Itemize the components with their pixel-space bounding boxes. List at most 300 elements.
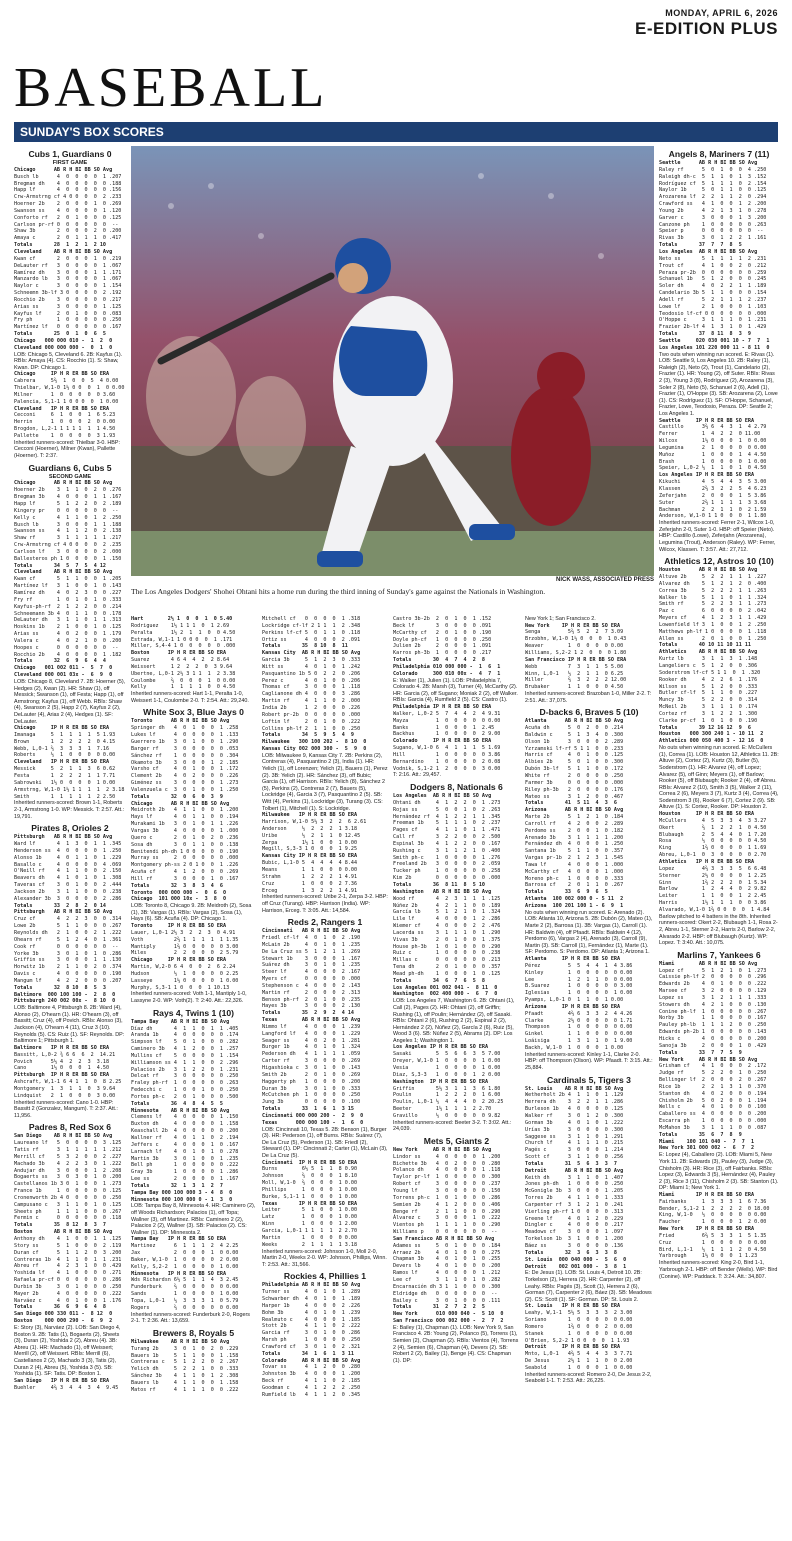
photo-caption: The Los Angeles Dodgers' Shohei Ohtani hits a home run during the third inning of Sunday's game against the Nationals in Washington.	[131, 587, 546, 596]
stat-header-line: Totals 25 0 1 0 6 5	[14, 331, 107, 338]
stat-header-line: Seattle 020 030 001 10 - 7 7 1	[659, 337, 770, 344]
stat-line: Crawford ss 4 1 0 0 1 2 .200	[659, 201, 767, 208]
stat-line: Garcia rf 3 0 1 0 0 .286	[262, 1330, 361, 1337]
game-notes: No outs when winning run scored. E: McCullers (1), Correa (1). LOB: Houston 12, Athletics 11. 2B: Altuve (2), Cortez (2), Kurtz (3), Butler (5), Soderstrom (1). HR: Alvarez (4), off Lopez; Alvarez (5), off Ginn; Meyers (1), off Barlow; Rooker (5), off Blubaugh; Rooker 2 (4), off Abreu. RBIs: Alvarez 2 (10), Smith 3 (5), Walker 2 (11), Correa 2 (6), Meyers 3 (7), Kurtz 3 (4), Correa (4), Soderstrom 3 (6), Rooker 6 (7), Cortez 2 (9). SB: Altuve (1). S: Cortez, Rooker. DP: Houston 2.	[659, 745, 779, 811]
stat-header-line: St. Louis AB R H BI BB SO Avg	[525, 1085, 624, 1092]
stat-header-line: New York AB R H BI BB SO Avg	[659, 1056, 758, 1063]
stat-line: Thomas cf 3 0 0 0 1 .118	[262, 684, 361, 691]
stat-line: Mantiply 1⅔ 0 0 0 0 0 3.00	[131, 943, 239, 950]
stat-line: Hudson ⅓ 1 0 0 0 0 2.25	[131, 970, 239, 977]
stat-line: Jung 3b 0 0 0 0 0 .100	[262, 1099, 361, 1106]
stat-line: Harris 1⅓ 1 1 1 0 0 3.86	[659, 900, 767, 907]
stat-line: Pagés c 3 0 0 0 1 .214	[525, 1147, 624, 1154]
stat-line: Altuve 2b 5 2 2 1 1 1 .227	[659, 574, 767, 581]
stat-header-line: Atlanta 100 002 000 0 - 5 11 2	[525, 896, 624, 903]
stat-header-line: Hart 2⅓ 1 0 0 1 0 5.40	[131, 616, 233, 622]
stat-line: Young 2b 4 2 1 3 1 0 .278	[659, 207, 767, 214]
stat-header-line: Toronto IP H R ER BB SO ERA	[131, 923, 227, 930]
stat-line: Yzrzamski lf-rf 5 1 1 0 0 .233	[525, 745, 624, 752]
stat-line: Gray 3b 1 0 0 0 0 1 .286	[131, 1169, 239, 1176]
stat-line: Martinez 6 1 1 1 2 4 2.25	[131, 1243, 239, 1250]
stat-line: India 2b 1 2 0 0 0 .226	[262, 704, 361, 711]
game-headline: Cubs 1, Guardians 0	[28, 149, 112, 159]
stat-header-line: Chicago IP H R ER BB SO ERA	[131, 957, 227, 964]
stat-header-line: Toronto 000 000 000 - 0 6 0	[131, 889, 227, 896]
stat-line: Moreno ph-c 1 0 0 0 0 .333	[525, 875, 624, 882]
game-notes: New York 1; San Francisco 2.	[525, 616, 596, 622]
stat-header-line: Totals 33 2 8 2 0 14	[14, 902, 107, 909]
stat-line: Martin, W,2-0 6 4 0 0 2 6 2.24	[131, 964, 236, 971]
stat-line: Voth 2⅔ 1 1 1 1 1 1.35	[131, 936, 239, 943]
stat-line: Jones ph-dh 1 0 0 0 0 .250	[525, 1181, 624, 1188]
stat-line: Busch lb 3 0 0 0 1 1 .188	[14, 521, 122, 528]
game-headline: Guardians 6, Cubs 5	[28, 462, 112, 473]
stat-line: Stewart 1b 3 0 0 0 1 .167	[262, 955, 361, 962]
stat-line: Bernardino 1 0 0 0 0 2 0.08	[393, 758, 501, 765]
edition-label: E-EDITION PLUS	[634, 19, 778, 38]
stat-line: Taylor pr-lf 1 0 0 0 0 0 .300	[393, 1174, 501, 1181]
stat-line: Torres 2b 4 1 1 0 1 .333	[525, 1195, 624, 1202]
stat-line: Tena dh 2 0 1 0 0 0 .357	[393, 964, 501, 971]
stat-line: Lowe 2b 5 1 1 0 0 0 .267	[14, 923, 122, 930]
stat-line: Canzone ph 1 0 0 0 0 0 .263	[659, 221, 767, 228]
stat-line: Caballero ss 4 0 0 0 0 0 .200	[659, 1111, 767, 1118]
stat-line: Imanaga 5 1 1 1 1 5 1.93	[14, 731, 116, 738]
stat-line: Ramos lf 4 0 0 0 0 1 .212	[393, 1270, 501, 1277]
stat-header-line: Totals 36 8 11 8 5 10	[393, 881, 486, 888]
stat-line: Vesia 1 0 0 0 0 1 0.00	[393, 1065, 501, 1071]
game-notes: Inherited runners-scored: Thielbar 3-0. HBP: Cecconi (Hoerner), Milner (Kwan), Pallette (Hoerner). T: 2:37.	[14, 439, 120, 460]
stat-line: Miller, S,4-4 1 0 0 0 0 0 .000	[131, 643, 236, 650]
stat-header-line: New York 301 000 002 - 6 7 2	[659, 1145, 755, 1152]
stat-line: Alonso 1b 4 0 1 1 0 1 .229	[14, 854, 122, 861]
stat-line: Abreu, L,0-1 0 3 0 0 0 0 2.70	[659, 852, 767, 859]
stat-line: Festa 1 2 2 2 1 1 7.71	[14, 773, 116, 779]
stat-line: Merrill cf 5 3 2 0 0 2 .227	[14, 1153, 122, 1160]
stat-line: Castillo 3⅔ 6 4 3 1 4 2.79	[659, 424, 767, 431]
stat-line: Call rf 3 2 2 0 0 2 .500	[393, 834, 501, 841]
stat-line: Díaz dh 4 1 1 0 1 1 .405	[131, 1025, 239, 1032]
stat-line: Williams p 0 0 0 0 0 0 --	[393, 1229, 498, 1236]
stat-line: Urías 3b 3 0 0 0 0 .300	[525, 1126, 624, 1133]
stat-line: Tucker ph 1 0 0 0 0 0 .258	[393, 868, 501, 875]
stat-line: Steer lf 4 0 0 0 2 .167	[262, 969, 361, 976]
stat-line: Schwarber dh 4 0 1 0 1 .189	[262, 1296, 361, 1302]
stat-header-line: Totals 36 4 8 4 5 5	[131, 1100, 224, 1107]
stat-line: Matos rf 4 1 1 1 0 0 .222	[131, 1386, 239, 1393]
stat-line: Herrin 1 0 0 0 2 0 0.00	[14, 419, 116, 426]
stat-line: Benge rf 2 1 1 0 0 0 .290	[393, 1208, 501, 1215]
stat-line: Meadows cf 3 0 0 0 1 .097	[525, 1229, 624, 1236]
stat-line: Carpenter rf 3 1 2 1 0 .241	[525, 1201, 624, 1208]
stat-line: Garver c 3 0 0 0 1 3 .200	[659, 214, 767, 221]
stat-header-line: Los Angeles 001 002 041 - 8 11 0	[393, 984, 498, 991]
stat-header-line: Totals 35 8 12 8 3 7	[14, 1222, 107, 1229]
stat-line: O'Hoppe c 3 1 1 1 0 1 .231	[659, 317, 767, 324]
stat-header-line: Chicago 000 000 010 - 1 2 0	[14, 337, 113, 344]
game-notes: LOB: Los Angeles 7, Washington 6. 2B: Ohtani (1), Call (2), Pages (2). HR: Ohtani (2), off Griffin; Rushing (1), off Poulin; Hernández (2), off Sasaki. RBIs: Ohtani 2 (6), Rushing 2 (2), Espinal 2 (2), Hernández 2 (2), Núñez (2), García 2 (6), Ruiz (5), Wood 3 (6). SB: Núñez 2 (5), Abrams (2). DP: Los Angeles 1; Washington 1.	[393, 998, 515, 1044]
stat-line: Valera c 4 0 2 1 0 0 .200	[14, 637, 122, 644]
stat-line: Barger rf 3 0 0 0 0 0 .053	[131, 745, 239, 752]
stat-line: Perez c 4 0 1 0 0 .206	[262, 677, 361, 684]
stat-line: Poulin, L,0-1 ⅓ 4 4 4 0 2 20.25	[393, 1099, 504, 1106]
game-notes: LOB: Cincinnati 10, Texas 5. 2B: Benson (1), Burger (3). HR: Pederson (1), off Burns. RBIs: Suárez (7), De La Cruz (5), Pederson (1). SB: Friedl (2), Steward (1). DP: Cincinnati 2; Carter (1), McLain (3), De La Cruz (5).	[262, 1126, 388, 1159]
stat-line: Vierling ph-rf 1 0 0 0 0 .313	[525, 1208, 624, 1215]
stat-header-line: Detroit AB R H BI BB SO Avg	[525, 1167, 624, 1174]
stat-header-line: New York 010 000 040 - 5 10 0	[393, 1311, 504, 1318]
stat-line: Weissert 1 2 2 2 0 3 9.64	[131, 663, 233, 670]
stat-line: Cruz cf 4 2 2 3 0 0 .314	[14, 916, 122, 923]
stat-line: Senga 5⅔ 5 2 2 7 3.09	[525, 629, 624, 636]
stat-line: Correa 3b 5 2 2 2 1 1 .263	[659, 587, 767, 594]
box-score-column-1	[14, 146, 126, 1538]
stat-line: Scott cf 3 1 1 0 0 .256	[525, 1154, 624, 1161]
stat-line: Anderson ⅓ 2 2 2 1 3.18	[262, 825, 358, 832]
stat-header-line: Kansas City IP H R ER BB SO ERA	[262, 853, 358, 860]
stat-line: Suter 2⅔ 1 1 1 1 3 3.68	[659, 499, 767, 506]
stat-line: Simpson lf 5 0 1 0 0 0 .282	[131, 1039, 239, 1046]
stat-line: Bauers lb 4 1 1 0 0 1 .158	[131, 1379, 239, 1386]
stat-line: Chisholm 2b 5 0 2 0 0 1 .194	[659, 1097, 767, 1104]
stat-line: Yelich dh 5 2 2 1 0 0 .333	[131, 1366, 239, 1373]
stat-line: Wiemer cf 4 0 0 0 2 2 .476	[393, 923, 501, 930]
stat-header-line: Chicago 101 000 10x - 3 8 0	[131, 896, 227, 903]
stat-line: Durbin 3b 3 0 1 0 0 0 .250	[14, 1283, 122, 1290]
stat-line: Ramírez dh 4 0 2 3 0 0 .227	[14, 589, 122, 596]
stat-header-line: Totals 28 1 2 1 2 10	[14, 242, 107, 249]
stat-line: Ashcraft, W,1-1 6 4 1 1 0 8 2.25	[14, 1079, 122, 1086]
stat-header-line: Totals 35 2 9 2 4 14	[262, 1010, 355, 1017]
stat-line: Buehler 4⅔ 3 4 4 3 4 9.45	[14, 1384, 119, 1391]
stat-line: Lee ss 2 0 0 0 0 1 .167	[131, 1176, 239, 1183]
stat-line: Edwards 2b 4 0 1 0 0 0 .222	[659, 981, 767, 988]
stat-line: Edwards ph-2b 1 0 0 0 0 0 .143	[659, 1029, 767, 1036]
stat-line: Caglianone dh 4 0 0 0 3 .286	[262, 691, 361, 698]
stat-line: Carlson lf 3 0 0 0 0 2 .000	[14, 548, 122, 555]
stat-line: Mead ph-dh 1 0 0 0 1 0 .125	[393, 970, 501, 977]
stat-line: Rivas 3b 3 0 1 2 2 1 .161	[659, 235, 767, 242]
stat-line: Yoshida lf 4 1 0 0 0 0 .271	[14, 1270, 122, 1277]
stat-line: Lauer, L,0-1 2⅓ 3 2 2 3 0 4.91	[131, 929, 236, 936]
stat-header-line: Boston IP H R ER BB SO ERA	[131, 650, 227, 657]
stat-line: Ohearn rf 5 1 2 4 0 1 .361	[14, 936, 122, 943]
stat-line: Gravillo ⅓ 0 0 0 0 0 9.82	[393, 1112, 501, 1119]
stat-line: Mayza 1 0 0 0 0 0 0.00	[393, 717, 501, 724]
stat-line: Fedecchi c 1 0 0 1 0 0 .250	[131, 1087, 239, 1094]
stat-header-line: Houston 000 300 240 1 - 10 11 2	[659, 731, 764, 738]
stat-header-line: San Francisco IP H R ER BB SO ERA	[525, 656, 627, 663]
game-notes: Inherited runners-scored: Brazoban 1-0, Miller 2-2. T: 2:51. Att.: 37,075.	[525, 691, 652, 704]
game-notes: LOB: Tampa Bay 8, Minnesota 4. HR: Caminero (2), off Woods Richardson; Palacios (1), off Topa; Wallner (3), off Martinez. RBIs: Caminero 2 (2), Palacios 2 (2), Wallner (3). SB: Palacios (2). CS: Wallner (1). DP: Minnesota 2.	[131, 1203, 256, 1236]
stat-line: Garcia 3b 5 1 2 3 0 .333	[262, 657, 361, 664]
stat-line: Dingler c 4 0 0 0 0 .217	[525, 1222, 624, 1229]
game-notes: LOB: Toronto 8, Chicago 9. 2B: Meidroth (2), Sosa (1), 3B: Vargas (1). RBIs: Vargas (2), Sosa (1), Hays (6). SB: Acuña (4). DP: Chicago 1.	[131, 903, 252, 923]
game-notes: LOB: Baltimore 4, Pittsburgh 8. 2B: Ward (4), Alonso (2), O'hearn (1). HR: O'hearn (3), off Bassitt; Cruz (4), off Povich. RBIs: Alonso (3), Jackson (4), O'hearn 4 (11), Cruz 3 (10). Reynolds (5). CS: Ruiz (1). SF: Reynolds. DP: Baltimore 1; Pittsburgh 1.	[14, 1005, 125, 1045]
stat-line: Bird, L,1-1 ⅓ 1 1 1 2 0 4.50	[659, 1246, 767, 1253]
stat-line: Keaschall 2b 4 0 0 0 0 0 .200	[131, 1128, 239, 1135]
ohtani-home-run-photo	[131, 146, 654, 576]
stat-line: Brzobhn, W,1-0 1⅓ 0 0 0 1 0.43	[525, 636, 627, 643]
stat-line: Estrada, W,1-1 1 0 0 0 0 1 .171	[131, 636, 233, 643]
stat-header-line: Houston IP H R ER BB SO ERA	[659, 811, 755, 818]
stat-line: Lowe lf 2 1 0 0 0 1 .103	[659, 303, 767, 310]
stat-header-line: Miami IP H R ER BB SO ERA	[659, 1191, 755, 1198]
stat-line: Bogaerts ss 3 0 3 0 1 0 .200	[14, 1174, 122, 1181]
stat-line: Sugano, W,1-0 6 4 1 1 1 5 1.69	[393, 745, 501, 752]
stat-line: Church lf 4 1 1 1 0 .215	[525, 1140, 624, 1147]
stat-line: Webb 7 3 1 1 5 5.00	[525, 663, 624, 670]
game-notes: T: 2:16. Att.: 29,457.	[393, 772, 441, 779]
stat-line: Cook rf 0 0 0 0 0 0 --	[14, 943, 119, 950]
stat-line: Julien 2b 2 0 0 0 1 .091	[393, 643, 492, 650]
stat-line: Backh, W,1-0 1 0 0 0 1 0.00	[525, 1044, 624, 1051]
stat-line: Contreras 1b 4 1 1 0 1 1 .231	[14, 1256, 122, 1263]
stat-header-line: Totals 32 3 6 3 3 8	[525, 1249, 618, 1256]
stat-line: Naylor 1b 5 0 1 1 0 0 .125	[659, 187, 767, 194]
box-score-column-2	[131, 616, 256, 1538]
stat-header-line: St. Louis IP H R ER BB SO ERA	[525, 1303, 621, 1310]
stat-header-line: Cincinnati AB R H BI BB SO Avg	[262, 928, 361, 935]
stat-line: Lockridge cf-lf 2 1 1 1 2 .348	[262, 622, 361, 629]
stat-line: Kelly 1 1 1 1 0 0 4.50	[131, 684, 236, 691]
stat-line: Bauers 1b 5 1 1 0 0 1 .158	[131, 1352, 239, 1359]
stat-line: Smith ph-c 1 0 0 0 0 1 .276	[393, 854, 501, 861]
stat-line: Stott 2b 4 1 1 0 2 .222	[262, 1323, 361, 1330]
stat-line: Hayes 3b 3 0 0 0 2 .130	[262, 1003, 361, 1010]
stat-line: Lindquist 2 1 0 0 0 3 0.00	[14, 1092, 116, 1099]
stat-line: Busch lb 4 0 0 0 0 1 .207	[14, 173, 122, 180]
stat-line: Buxton dh 4 0 0 0 0 1 .158	[131, 1121, 239, 1128]
stat-line: Yorke 3b 3 0 1 0 1 0 .286	[14, 950, 122, 957]
stat-line: Barrosa cf 2 0 1 1 0 .267	[525, 882, 624, 889]
stat-line: Devers lb 4 0 1 0 0 0 .200	[393, 1263, 501, 1270]
game-notes: Inherited runners-scored: Uribe 2-1, Zerpa 3-2. HBP: off Cruz (Turang). HBP: Harrison (India). WP: Harrison, Erceg. T: 3:05. Att.: 14,584.	[262, 894, 388, 914]
stat-line: Rooker dh 4 2 2 6 1 .176	[659, 676, 758, 683]
stat-header-line: San Francisco 000 002 000 - 2 7 2	[393, 1318, 504, 1325]
dateline: MONDAY, APRIL 6, 2026	[665, 8, 778, 18]
stat-header-line: Los Angeles AB R H BI BB SO Avg	[659, 248, 758, 255]
stat-line: Ramírez dh 3 0 0 0 1 1 .171	[14, 269, 122, 276]
stat-header-line: Athletics IP H R ER BB SO ERA	[659, 858, 755, 865]
stat-line: Pfaadt 4⅔ 6 3 3 2 4 4.26	[525, 1010, 633, 1017]
stat-line: McMahon 3b 3 1 1 1 0 0 .087	[659, 1124, 767, 1131]
box-score-column-6	[659, 146, 779, 1538]
stat-line: Mullins cf 5 0 0 0 0 1 .154	[131, 1052, 239, 1059]
stat-line: Dubón 3b-lf 5 1 1 0 0 .172	[525, 766, 624, 773]
stat-line: Ballesteros ph 1 0 0 0 0 1 .150	[14, 555, 122, 562]
stat-line: Collins ph-lf 2 1 1 0 0 .250	[262, 725, 361, 732]
stat-line: Sánchez rf 1 0 0 0 0 0 .304	[131, 752, 239, 759]
stat-line: Winn 1 0 0 0 1 2.00	[262, 1221, 358, 1228]
stat-header-line: Los Angeles 101 220 000 11 - 8 11 0	[659, 344, 770, 351]
stat-header-line: Cleveland AB R H BI BB SO Avg	[14, 248, 113, 255]
stat-header-line: Arizona 100 201 100 1 - 6 9 1	[525, 903, 624, 909]
stat-header-line: San Francisco AB R H BI BB SO Avg	[393, 1235, 495, 1242]
stat-line: Carroll rf 4 2 0 0 2 .289	[525, 820, 624, 827]
stat-line: Goodman c 4 1 2 2 2 .250	[262, 1384, 361, 1391]
stat-line: Eldridge dh 0 0 0 0 0 0 --	[393, 1290, 498, 1297]
stat-line: Webb, L,0-1 ⅔ 3 3 3 1 7.16	[14, 745, 110, 752]
stat-line: Kayfus lf 2 0 1 0 0 0 .083	[14, 310, 122, 317]
stat-line: Torkelson 1b 3 1 0 0 1 .200	[525, 1236, 624, 1243]
stat-line: McNeil 2b 3 1 1 1 0 .174	[659, 704, 758, 711]
stat-line: Johnson ⅔ 0 0 0 1 8.10	[262, 1173, 358, 1180]
stat-line: McLain 2b 4 0 1 0 1 .235	[262, 941, 361, 948]
stat-line: O'Brien, S,2-2 1 0 0 0 0 1 1.93	[525, 1337, 630, 1344]
stat-line: Hoerner 2b 2 0 0 0 1 0 .269	[14, 201, 122, 208]
stat-line: Butler cf-lf 5 1 1 0 0 .227	[659, 690, 758, 697]
stat-line: Springer dh 4 0 1 0 0 1 .258	[131, 725, 239, 732]
stat-line: Fernández dh 4 0 0 0 1 .250	[525, 841, 624, 848]
stat-line: Witt ss 4 0 1 0 1 .242	[262, 663, 361, 670]
stat-line: Ubertne, L,0-1 2⅓ 3 1 1 1 2 3.38	[131, 670, 236, 677]
stat-line: Acuña cf 4 1 2 0 0 0 .269	[131, 869, 239, 876]
game-headline: Reds 2, Rangers 1	[287, 917, 363, 928]
stat-line: Contreras c 5 1 2 2 0 2 .267	[131, 1359, 239, 1366]
stat-line: Bubic, L,1-0 5 4 4 4 4 8.44	[262, 860, 358, 867]
stat-line: Baldwin c 5 1 3 4 0 .300	[525, 731, 624, 738]
stat-line: Paz c 6 0 0 0 0 2 .042	[659, 608, 767, 615]
stat-line: Frazier 2b-lf 4 1 3 1 0 1 .429	[659, 324, 767, 331]
stat-line: Turang 2b 3 0 1 0 2 0 .229	[131, 1345, 239, 1352]
stat-header-line: Texas IP H R ER BB SO ERA	[262, 1200, 358, 1207]
stat-line: Peraza pr-2b 0 0 0 0 0 0 .259	[659, 269, 767, 276]
stat-line: Soderstrom lf-cf 5 1 1 0 1 .320	[659, 669, 761, 676]
stat-line: Escarra ph 1 0 0 0 0 0 .000	[659, 1118, 767, 1125]
stat-line: Pyamps, L,0-1 0 1 1 0 1 0.00	[525, 997, 624, 1004]
stat-line: Albies 2b 5 0 1 0 0 .300	[525, 759, 624, 766]
stat-line: Lacerda ss 3 1 1 1 0 1 .290	[393, 929, 501, 936]
stat-line: Perkins lf-cf 5 0 1 1 0 .118	[262, 629, 361, 636]
stat-line: Legumina 2 1 0 0 0 0 0.00	[659, 444, 767, 451]
stat-line: Beeter 1⅓ 1 1 1 2 2.70	[393, 1106, 492, 1113]
stat-line: Arias ss 3 0 0 0 0 1 .125	[14, 303, 122, 310]
stat-line: Rumfield lb 4 1 1 2 0 .345	[262, 1391, 361, 1398]
stat-line: Alvarez dh 5 1 2 1 2 0 .400	[659, 580, 767, 587]
stat-line: Megill, S,3-3 1 0 0 0 1 9.25	[262, 846, 358, 853]
stat-header-line: Philadelphia 010 000 000 - 1 6 1	[393, 663, 501, 670]
stat-header-line: Cleveland 000 000 000 - 0 1 0	[14, 344, 113, 351]
stat-header-line: Miami AB R H BI BB SO Avg	[659, 960, 758, 967]
game-headline: Marlins 7, Yankees 6	[677, 949, 761, 960]
stat-line: McGonigle 3b 3 0 0 0 1 .205	[525, 1188, 624, 1195]
stat-line: Freeland 2b 3 0 0 0 0 2 .059	[393, 861, 501, 868]
stat-line: Polanco dh 4 0 0 0 0 1 .118	[393, 1167, 501, 1174]
stat-line: Speier p 0 0 0 0 0 0 --	[659, 228, 764, 235]
stat-line: Dreyer, W,1-0 1 0 0 0 0 1 0.00	[393, 1058, 501, 1065]
game-notes: Barlow pitched to 4 batters in the 8th. Inherited runners-scored: Okert 2-2, Blubaugh 1-1, Rosa 2-2, Abreu 1-1, Sterner 2-2, Harris 2-0, Barlow 2-2, Alvarado 2-2. HBP: off Blubaugh (Kurtz). WP: Lopez. T: 3:40. Att.: 10,075.	[659, 913, 778, 947]
stat-line: Robert pr-2b 0 0 0 0 0 .000	[262, 711, 361, 718]
stat-line: Zeferjahn 2 0 0 0 1 5 3.86	[659, 492, 767, 499]
stat-header-line: Totals 37 7 7 8 5	[659, 242, 742, 249]
stat-line: Iglesias 1 0 0 0 0 1 0.00	[525, 990, 633, 997]
stat-line: Poulin 1 2 2 2 0 1 6.00	[393, 1092, 501, 1099]
stat-line: Candelario 3b 5 1 1 0 0 0 .154	[659, 290, 767, 297]
stat-line: Kingery pr 0 0 0 0 0 0 --	[14, 507, 119, 514]
stat-line: Clement 2b 4 0 2 0 0 0 .226	[131, 773, 239, 780]
stat-line: Mangum lf 4 2 2 0 0 0 .207	[14, 977, 122, 984]
game-notes: Inherited runners-scored: King 2-0, Bird 1-1, Yarbrough 2-1. HBP: off Bender (Wells). WP: Bird (Conine). WP: Paddack. T: 3:24. Att.: 34,807.	[659, 1260, 778, 1280]
stat-header-line: Boston AB R H BI BB SO Avg	[14, 1229, 113, 1236]
stat-line: Taveras cf 3 0 1 0 0 2 .444	[14, 882, 122, 889]
stat-header-line: Totals 34 1 6 1 3 11	[262, 1350, 355, 1357]
stat-line: Yarbrough 1⅓ 0 0 0 1 1.23	[659, 1253, 758, 1260]
stat-header-line: Totals 32 8 10 8 5 3	[14, 984, 107, 991]
stat-line: Vargas pr-1b 2 1 2 3 1 .545	[525, 855, 624, 862]
stat-line: Meidroth 2b 4 1 1 0 0 1 .200	[131, 807, 239, 814]
stat-line: Garcia, L,0-1 1 1 1 1 2 2.70	[262, 1228, 358, 1234]
stat-line: Mayer 2b 4 0 0 0 0 0 .222	[14, 1290, 122, 1297]
stat-header-line: Arizona IP H R ER BB SO ERA	[525, 1003, 621, 1010]
stat-header-line: Cleveland 000 001 03x - 6 9 0	[14, 672, 113, 679]
stat-line: Kwan cf 5 1 1 0 0 1 .205	[14, 576, 122, 583]
game-notes: Two outs when winning run scored. E: Rivas (1). LOB: Seattle 9, Los Angeles 10. 2B: Raley (1), Raleigh (2), Neto (2), Trout (1), Candelario (2), Frazier (1). HR: Young (2), off Suter. RBIs: Rivas 2 (3), Young 3 (8), Rodríguez (2), Arozarena (3), Soler 2 (8), Neto (5), Schanuel 2 (6), Adell (1), Frazier (1), O'Hoppe (3). SB: Arozarena (2), Lowe (1). CS: Rodríguez (1). SF: O'Hoppe, Schanuel, Frazier, Lowe, Teodosio, Peraza. DP: Seattle 2; Los Angeles 1.	[659, 351, 778, 417]
stat-line: Wilson ss 5 1 2 0 0 .333	[659, 683, 758, 690]
stat-line: Aranda 1b 4 0 0 0 0 0 .174	[131, 1032, 239, 1039]
stat-line: Saggese ss 3 1 1 0 1 .291	[525, 1133, 624, 1140]
stat-header-line: Washington IP H R ER BB SO ERA	[393, 1078, 489, 1085]
stat-line: Clemens lf 4 0 0 0 0 1 .150	[131, 1114, 239, 1121]
stat-header-line: Cincinnati IP H R ER BB SO ERA	[262, 1159, 358, 1166]
stat-line: Weeks 2 1 1 1 1 3.18	[262, 1241, 358, 1248]
stat-line: Haggerty ph 1 0 0 0 0 .200	[262, 1078, 361, 1085]
stat-line: Wetherholt 2b 4 1 1 0 1 .129	[525, 1092, 624, 1099]
stat-line: Sterner 2⅓ 0 0 0 0 1 2.25	[659, 872, 767, 879]
stat-line: Cecconi 6 1 0 0 1 6 5.23	[14, 412, 116, 419]
stat-line: Raleigh dh-c 5 1 1 0 1 3 .152	[659, 173, 767, 180]
stat-line: McCullers 4 5 3 3 4 3 3.27	[659, 817, 767, 824]
stat-line: Wilcox 1⅓ 0 0 0 1 0 0.00	[659, 438, 767, 445]
stat-line: Riley ph-3b 2 0 0 0 0 .176	[525, 786, 624, 793]
stat-line: Cortez rf 3 1 2 2 1 .300	[659, 710, 758, 717]
game-notes: Inherited runners-scored: Romero 2-0, De Jesus 2-2, Seabold 1-1. T: 2:53. Att.: 26,225.	[525, 1371, 652, 1385]
stat-line: Blubaugh 2 5 4 4 0 1 7.20	[659, 831, 767, 838]
box-score-column-4	[393, 616, 520, 1538]
stat-line: Alvarado, W,1-0 1⅔ 0 0 0 0 1 4.84	[659, 906, 770, 913]
stat-line: Sands 1 0 0 0 0 1 0.00	[131, 1291, 239, 1298]
stat-line: Burns 6⅓ 5 1 1 8 0.90	[262, 1166, 358, 1173]
game-headline: Mets 5, Giants 2	[423, 1135, 490, 1146]
stat-line: Rosa ⅓ 0 0 0 0 0 4.50	[659, 838, 767, 845]
stat-line: DeLauter rf 3 0 0 0 0 1 .067	[14, 262, 122, 269]
stat-line: Walker, L,0-2 5 7 4 4 2 4 9.31	[393, 710, 501, 717]
stat-line: Langeliers c 5 1 2 0 0 .306	[659, 663, 758, 669]
stat-line: Rice 1b 2 2 1 3 1 0 .370	[659, 1083, 767, 1090]
stat-header-line: Tampa Bay 000 100 000 3 - 4 8 0	[131, 1189, 233, 1196]
stat-line: Martin rf 2 0 0 0 2 .313	[262, 989, 361, 996]
game-headline: Padres 8, Red Sox 6	[28, 1122, 112, 1133]
stat-line: Messick 5 2 1 1 3 6 0.62	[14, 766, 116, 773]
stat-line: Bailey c 3 0 1 0 0 0 .111	[393, 1297, 501, 1304]
stat-line: Norby 3b 1 1 0 0 0 0 .167	[659, 1015, 767, 1022]
game-headline: Rockies 4, Phillies 1	[283, 1271, 367, 1282]
photo-illustration	[131, 146, 654, 576]
stat-line: Lopez cf 5 1 2 1 0 1 .273	[659, 967, 767, 974]
stat-line: Beck lf 3 0 0 0 0 .091	[393, 622, 492, 629]
stat-header-line: Totals 41 5 11 4 3 6	[525, 800, 618, 807]
game-headline: Pirates 8, Orioles 2	[31, 823, 109, 834]
game-notes: Inherited runners-scored: Voth 1-1, Mantiply 1-0, Lassyne 2-0. WP: Voth(2). T: 2:40. Att.: 22,326.	[131, 991, 247, 1005]
stat-line: Palacios 2b 3 1 2 2 0 1 .231	[131, 1066, 239, 1073]
stat-line: De La Cruz ss 5 1 2 1 1 .269	[262, 948, 361, 955]
stat-header-line: Colorado AB R H BI BB SO Avg	[262, 1357, 361, 1364]
stat-header-line: Totals 33 7 7 5 9	[659, 1049, 742, 1056]
stat-line: Torrens ph-c 1 0 1 0 0 0 .286	[393, 1194, 501, 1201]
stat-line: Vivas 3b 2 0 1 0 0 1 .375	[393, 936, 501, 943]
stat-line: Rogers ⅔ 0 0 0 0 0 0.00	[131, 1304, 239, 1311]
stat-line: Rocchio 2b 3 0 0 0 0 0 .217	[14, 296, 122, 303]
stat-line: Davis c 4 0 0 0 0 0 .190	[14, 971, 122, 978]
